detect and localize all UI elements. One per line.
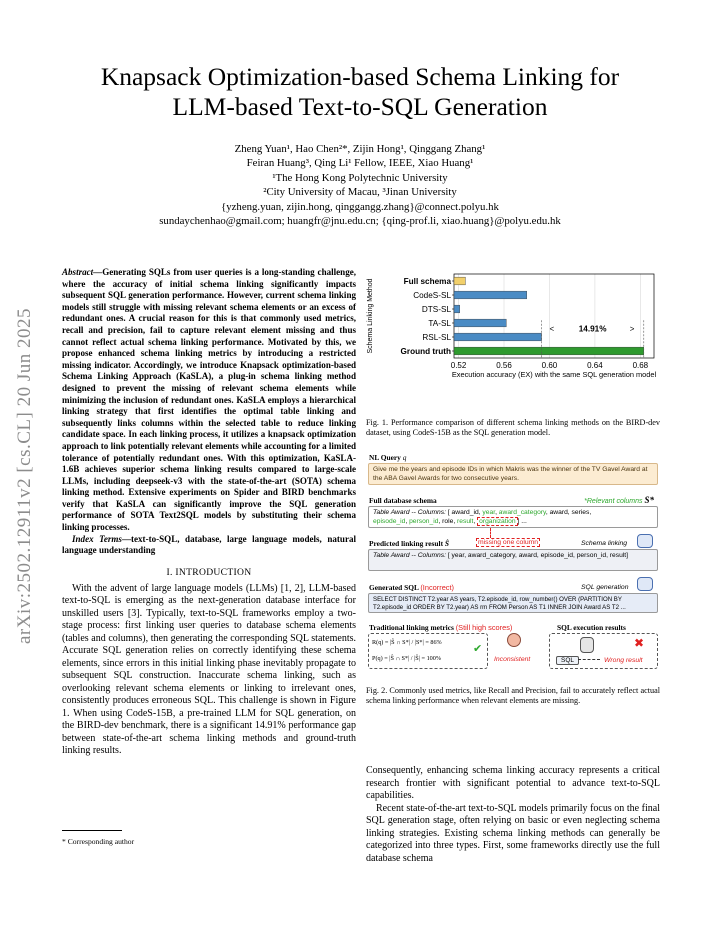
right-paragraph-1: Consequently, enhancing schema linking accuracy represents a critical research frontier with significant potential to advance text-to-SQL capabilities. xyxy=(366,765,660,801)
right-column xyxy=(366,765,660,865)
predicted-linking-box: Table Award -- Columns: [ year, award_category, award, episode_id, person_id, result] xyxy=(368,549,658,571)
title-line-2: LLM-based Text-to-SQL Generation xyxy=(172,92,548,121)
person-icon xyxy=(507,633,521,647)
missing-arrow xyxy=(490,528,491,538)
author-line-2: Feiran Huang³, Qing Li¹ Fellow, IEEE, Xiao Huang¹ xyxy=(246,157,474,170)
missing-column-tag: missing one column xyxy=(478,539,539,546)
execution-arrow xyxy=(578,659,600,660)
y-tick-label: TA-SL xyxy=(428,319,451,328)
x-tick-label: 0.60 xyxy=(541,361,558,370)
metrics-box xyxy=(368,633,488,669)
predicted-linking-label: Predicted linking result Ŝ xyxy=(369,539,450,548)
email-line-1: {yzheng.yuan, zijin.hong, qinggangg.zhang}@connect.polyu.hk xyxy=(221,200,499,213)
recall-formula: R(q) = |Ŝ ∩ S*| / |S*| = 86% xyxy=(372,639,442,646)
abstract-lead: Abstract xyxy=(62,267,94,277)
gap-arrow-right: > xyxy=(629,324,635,334)
execution-box xyxy=(549,633,658,669)
index-terms xyxy=(62,534,356,557)
gap-annotation: 14.91% xyxy=(578,324,607,334)
generated-sql-box: SELECT DISTINCT T2.year AS years, T2.episode_id, row_number() OVER (PARTITION BY T2.episode_id ORDER BY T2.year) AS rm FROM Person AS T1 INNER JOIN Award AS T2 ... xyxy=(368,593,658,613)
bar xyxy=(454,347,644,355)
index-terms-lead: Index Terms xyxy=(72,533,122,544)
sql-generation-tag: SQL generation xyxy=(581,584,629,591)
footnote: * Corresponding author xyxy=(62,837,135,846)
wrong-result-tag: Wrong result xyxy=(604,657,643,664)
full-schema-box: Table Award -- Columns: [ award_id, year, award_category, award, series, episode_id, person_id, role, result, organization ] ... xyxy=(368,506,658,528)
figure-1-caption: Fig. 1. Performance comparison of different schema linking methods on the BIRD-dev dataset, using CodeS-15B as the SQL generation model. xyxy=(366,418,660,438)
database-icon xyxy=(580,637,594,653)
footnote-rule xyxy=(62,830,122,831)
section-heading-introduction: I. INTRODUCTION xyxy=(166,566,252,578)
paper-title xyxy=(40,62,680,122)
author-line-1: Zheng Yuan¹, Hao Chen²*, Zijin Hong¹, Qinggang Zhang¹ xyxy=(234,143,486,155)
robot-icon xyxy=(637,577,653,591)
schema-linking-tag: Schema linking xyxy=(581,540,628,547)
y-tick-label: Ground truth xyxy=(400,347,451,356)
precision-formula: P(q) = |Ŝ ∩ S*| / |Ŝ| = 100% xyxy=(372,655,442,662)
figure-2-diagram xyxy=(366,453,660,703)
email-line-2: sundaychenhao@gmail.com; huangfr@jnu.edu.cn; {qing-prof.li, xiao.huang}@polyu.edu.hk xyxy=(159,215,561,228)
bar xyxy=(454,291,527,299)
full-schema-label: Full database schema xyxy=(369,496,437,505)
x-tick-label: 0.64 xyxy=(587,361,603,370)
title-line-1: Knapsack Optimization-based Schema Linking for xyxy=(100,62,620,91)
index-terms-text: —text-to-SQL, database, large language models, natural language understanding xyxy=(62,533,356,556)
y-axis-label: Schema Linking Method xyxy=(367,278,374,354)
arxiv-stamp: arXiv:2502.12911v2 [cs.CL] 20 Jun 2025 xyxy=(14,308,35,644)
bar xyxy=(454,305,460,313)
metrics-label: Traditional linking metrics (Still high scores) xyxy=(369,623,513,632)
x-axis-label: Execution accuracy (EX) with the same SQL generation model xyxy=(451,370,657,379)
figure-2-caption: Fig. 2. Commonly used metrics, like Recall and Precision, fail to accurately reflect actual schema linking performance when relevant elements are missing. xyxy=(366,686,660,706)
bar xyxy=(454,277,465,285)
sql-chip: SQL xyxy=(556,656,579,665)
cross-icon: ✖ xyxy=(634,636,645,650)
x-tick-label: 0.56 xyxy=(496,361,512,370)
check-icon: ✔ xyxy=(473,643,483,655)
y-tick-label: RSL-SL xyxy=(422,333,451,342)
bar xyxy=(454,319,506,327)
nl-query-box: Give me the years and episode IDs in which Makris was the winner of the TV Gavel Award at the ABA Gavel Awards for two consecutive years. xyxy=(368,463,658,485)
left-column xyxy=(62,267,356,758)
plot-frame xyxy=(454,274,654,358)
y-tick-label: Full schema xyxy=(403,277,451,286)
bar-chart-svg xyxy=(366,266,660,416)
generated-sql-label: Generated SQL (Incorrect) xyxy=(369,583,455,592)
inconsistent-tag: Inconsistent xyxy=(494,656,531,663)
author-block xyxy=(40,142,680,228)
execution-label: SQL execution results xyxy=(557,623,626,632)
introduction-paragraph: With the advent of large language models (LLMs) [1, 2], LLM-based text-to-SQL is emerging as the next-generation database interface for unskilled users [3]. Typically, text-to-SQL frameworks employ a two-stage process: first linking user queries to database schema elements (tables and columns), then generating the corresponding SQL statements. Accurate SQL generation relies on correctly identifying these schema elements, since errors in this initial linking phase inevitably propagate to subsequent SQL construction. Inaccurate schema linking, such as overlooking relevant schema elements or linking to irrelevant ones, consistently produces erroneous SQL. This challenge is shown in Figure 1. When using CodeS-15B, a pre-trained LLM for SQL generation, on the BIRD-dev benchmark, there is a significant 14.91% performance gap between state-of-the-art schema linking methods and ground-truth linking results. xyxy=(62,582,356,757)
right-paragraph-2: Recent state-of-the-art text-to-SQL models primarily focus on the final SQL generation stage, often relying on basic or even neglecting schema linking strategies. Existing schema linking methods can generally be categorized into three types. First, some frameworks directly use the full database schema xyxy=(366,802,660,864)
relevant-columns-legend: *Relevant columns S* xyxy=(584,495,654,505)
x-tick-label: 0.52 xyxy=(450,361,467,370)
y-tick-label: DTS-SL xyxy=(421,305,451,314)
gap-arrow-left: < xyxy=(549,324,555,334)
y-tick-label: CodeS-SL xyxy=(413,291,451,300)
bar xyxy=(454,333,542,341)
robot-icon xyxy=(637,534,653,548)
abstract xyxy=(62,267,356,534)
nl-query-label: NL Query q xyxy=(369,453,407,462)
affiliation-2: ²City University of Macau, ³Jinan University xyxy=(263,186,457,199)
abstract-text: —Generating SQLs from user queries is a long-standing challenge, where the accuracy of initial schema linking significantly impacts subsequent SQL generation performance. However, current schema linking models still struggle with missing relevant schema elements or an excess of redundant ones. A crucial reason for this is that commonly used metrics, recall and precision, fail to capture relevant element missing and thus cannot reflect actual schema linking performance. Motivated by this, we propose enhanced schema linking metrics by introducing a restricted missing indicator. Accordingly, we introduce Knapsack optimization-based Schema Linking Approach (KaSLA), a plug-in schema linking method designed to prevent the missing of relevant schema elements while minimizing the inclusion of redundant ones. KaSLA employs a hierarchical linking strategy that first identifies the optimal table linking and subsequently links columns within the selected table to reduce linking candidate space. In each linking process, it utilizes a knapsack optimization approach to link potentially relevant elements while accounting for a limited tolerance of potentially redundant ones. With this optimization, KaSLA-1.6B achieves superior schema linking results compared to large-scale LLMs, including deepseek-v3 with the state-of-the-art (SOTA) schema linking method. Extensive experiments on Spider and BIRD benchmarks verify that KaSLA can significantly improve the SQL generation performance of SOTA Text2SQL models by substituting their schema linking processes. xyxy=(62,267,357,533)
affiliation-1: ¹The Hong Kong Polytechnic University xyxy=(272,171,448,184)
figure-1-chart xyxy=(366,266,660,416)
x-tick-label: 0.68 xyxy=(632,361,649,370)
